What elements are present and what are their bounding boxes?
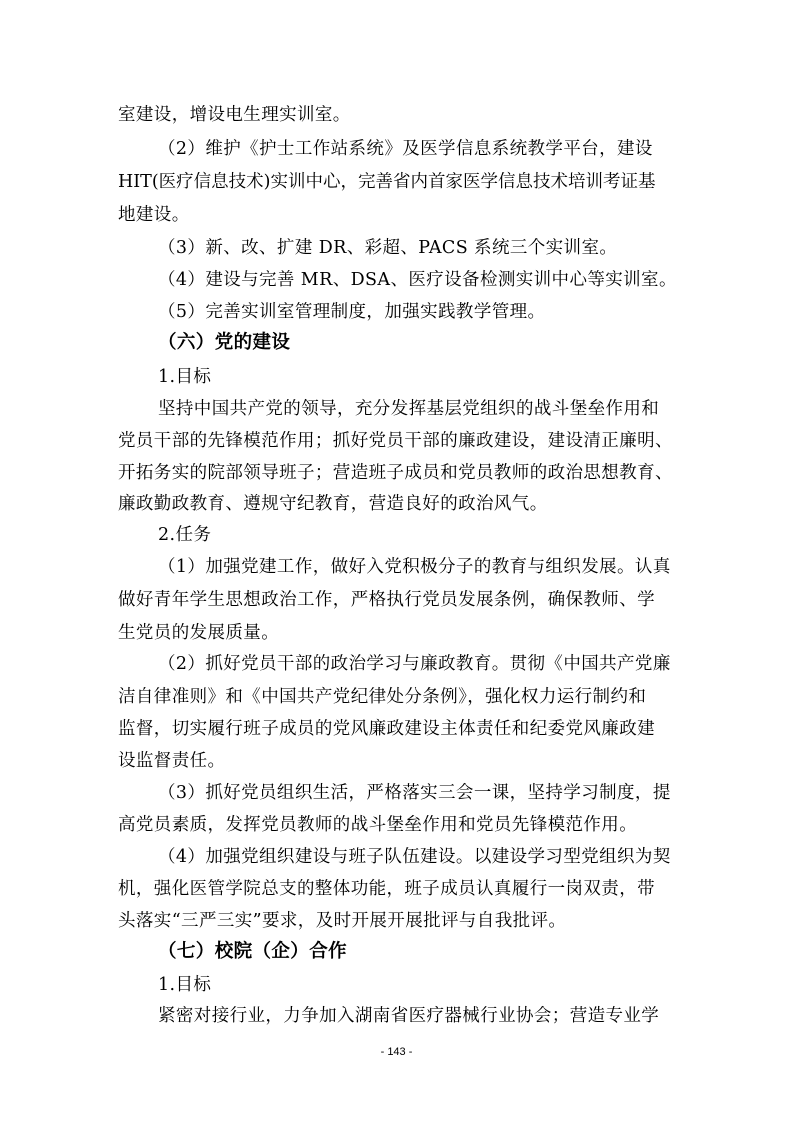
text-line: 党员干部的先锋模范作用；抓好党员干部的廉政建设，建设清正廉明、 [118, 431, 673, 451]
page-number: - 143 - [380, 1046, 413, 1058]
text-line: （4）建设与完善 MR、DSA、医疗设备检测实训中心等实训室。 [158, 270, 677, 290]
text-line: 做好青年学生思想政治工作，严格执行党员发展条例，确保教师、学 [118, 590, 655, 610]
text-line: （1）加强党建工作，做好入党积极分子的教育与组织发展。认真 [158, 557, 671, 577]
text-line: （2）维护《护士工作站系统》及医学信息系统教学平台，建设 [158, 139, 653, 159]
text-line: 开拓务实的院部领导班子；营造班子成员和党员教师的政治思想教育、 [118, 463, 673, 483]
text-line: 设监督责任。 [118, 751, 226, 771]
section-heading: （七）校院（企）合作 [158, 941, 348, 962]
text-line: （4）加强党组织建设与班子队伍建设。以建设学习型党组织为契 [158, 847, 671, 867]
subsection-label: 2.任务 [158, 525, 212, 545]
text-line: 监督，切实履行班子成员的党风廉政建设主体责任和纪委党风廉政建 [118, 719, 655, 739]
text-line: （2）抓好党员干部的政治学习与廉政教育。贯彻《中国共产党廉 [158, 654, 671, 674]
text-line: 高党员素质，发挥党员教师的战斗堡垒作用和党员先锋模范作用。 [118, 815, 638, 835]
section-heading: （六）党的建设 [158, 332, 291, 353]
text-line: （3）抓好党员组织生活，严格落实三会一课，坚持学习制度，提 [158, 783, 671, 803]
text-line: （3）新、改、扩建 DR、彩超、PACS 系统三个实训室。 [158, 238, 618, 258]
text-line: 机，强化医管学院总支的整体功能，班子成员认真履行一岗双责，带 [118, 879, 655, 899]
text-line: 坚持中国共产党的领导，充分发挥基层党组织的战斗堡垒作用和 [158, 399, 660, 419]
text-line: 地建设。 [118, 205, 190, 225]
text-line: HIT(医疗信息技术)实训中心，完善省内首家医学信息技术培训考证基 [118, 172, 656, 192]
text-line: 室建设，增设电生理实训室。 [118, 105, 351, 125]
text-line: 洁自律准则》和《中国共产党纪律处分条例》，强化权力运行制约和 [118, 687, 647, 707]
subsection-label: 1.目标 [158, 367, 212, 387]
text-line: 紧密对接行业，力争加入湖南省医疗器械行业协会；营造专业学 [158, 1006, 660, 1026]
subsection-label: 1.目标 [158, 975, 212, 995]
text-line: 生党员的发展质量。 [118, 623, 280, 643]
text-line: （5）完善实训室管理制度，加强实践教学管理。 [158, 302, 546, 322]
text-line: 廉政勤政教育、遵规守纪教育，营造良好的政治风气。 [118, 494, 548, 514]
text-line: 头落实“三严三实”要求，及时开展开展批评与自我批评。 [118, 911, 567, 931]
